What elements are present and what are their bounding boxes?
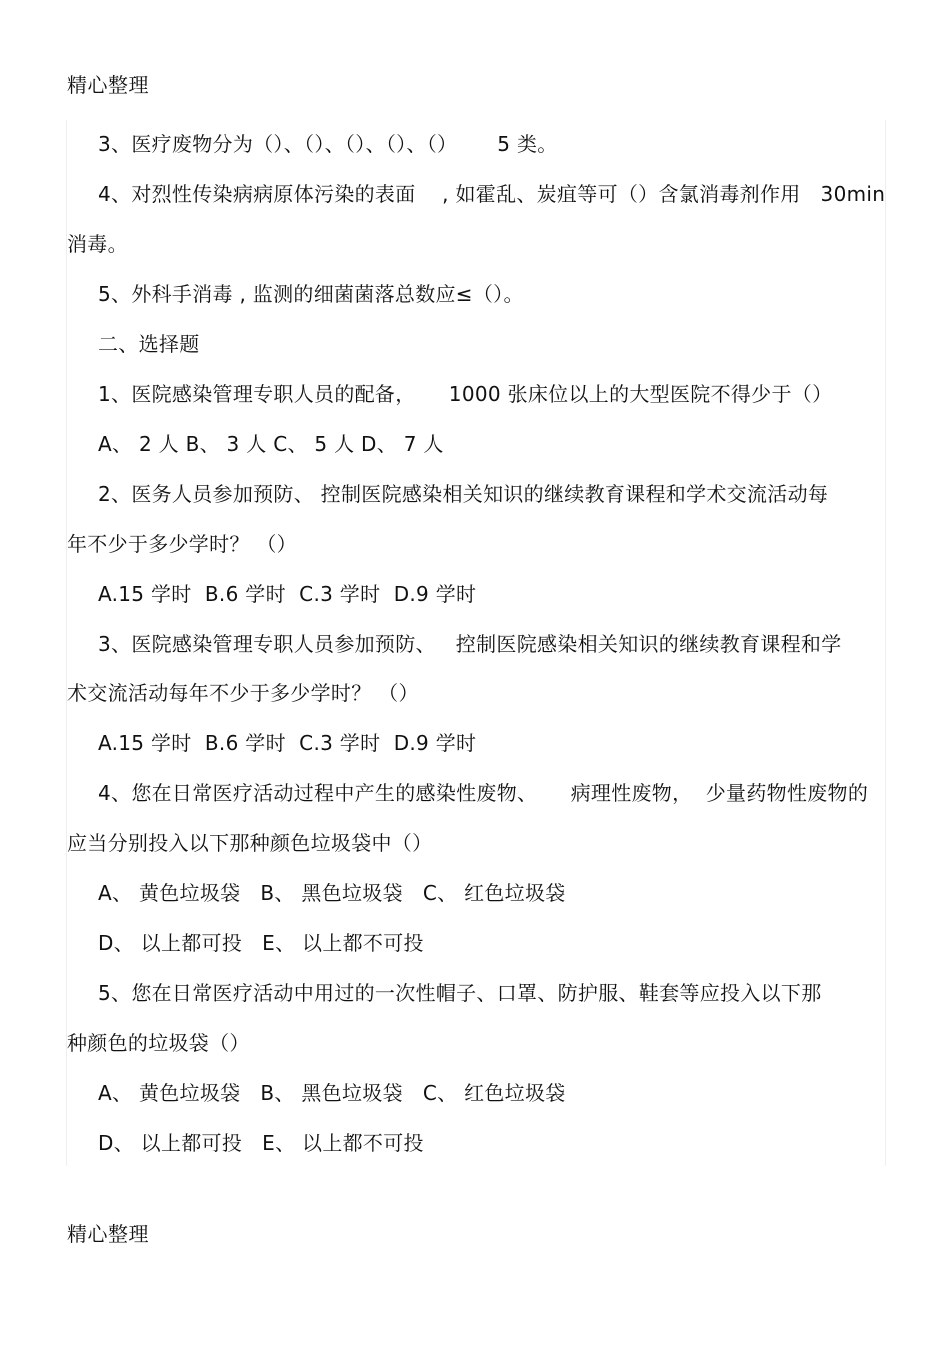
choice-question-2-cont: 年不少于多少学时？ （） xyxy=(67,532,297,556)
choice-question-4-options-b: D、 以上都可投 E、 以上都不可投 xyxy=(98,931,424,955)
choice-question-4: 4、您在日常医疗活动过程中产生的感染性废物、 病理性废物， 少量药物性废物的 xyxy=(98,781,869,805)
choice-question-4-cont: 应当分别投入以下那种颜色垃圾袋中（） xyxy=(67,831,433,855)
section-heading-choice: 二、选择题 xyxy=(98,332,200,356)
choice-question-1-options: A、 2 人 B、 3 人 C、 5 人 D、 7 人 xyxy=(98,432,444,456)
fill-in-question-4-cont: 消毒。 xyxy=(67,232,128,256)
fill-in-question-5: 5、外科手消毒 , 监测的细菌菌落总数应≤（）。 xyxy=(98,282,524,306)
choice-question-5-options-a: A、 黄色垃圾袋 B、 黑色垃圾袋 C、 红色垃圾袋 xyxy=(98,1081,566,1105)
choice-question-2-options: A.15 学时 B.6 学时 C.3 学时 D.9 学时 xyxy=(98,582,477,606)
choice-question-3-options: A.15 学时 B.6 学时 C.3 学时 D.9 学时 xyxy=(98,731,477,755)
choice-question-5: 5、您在日常医疗活动中用过的一次性帽子、口罩、防护服、鞋套等应投入以下那 xyxy=(98,981,822,1005)
page-footer: 精心整理 xyxy=(67,1222,149,1246)
choice-question-5-options-b: D、 以上都可投 E、 以上都不可投 xyxy=(98,1131,424,1155)
fill-in-question-4: 4、对烈性传染病病原体污染的表面 , 如霍乱、炭疽等可（）含氯消毒剂作用 30min xyxy=(98,182,886,206)
fill-in-question-3: 3、医疗废物分为（）、（）、（）、（）、（） 5 类。 xyxy=(98,132,558,156)
choice-question-1: 1、医院感染管理专职人员的配备， 1000 张床位以上的大型医院不得少于（） xyxy=(98,382,833,406)
choice-question-3-cont: 术交流活动每年不少于多少学时？ （） xyxy=(67,681,419,705)
choice-question-5-cont: 种颜色的垃圾袋（） xyxy=(67,1031,250,1055)
page-header: 精心整理 xyxy=(67,73,149,97)
choice-question-4-options-a: A、 黄色垃圾袋 B、 黑色垃圾袋 C、 红色垃圾袋 xyxy=(98,881,566,905)
choice-question-2: 2、医务人员参加预防、 控制医院感染相关知识的继续教育课程和学术交流活动每 xyxy=(98,482,829,506)
choice-question-3: 3、医院感染管理专职人员参加预防、 控制医院感染相关知识的继续教育课程和学 xyxy=(98,632,842,656)
